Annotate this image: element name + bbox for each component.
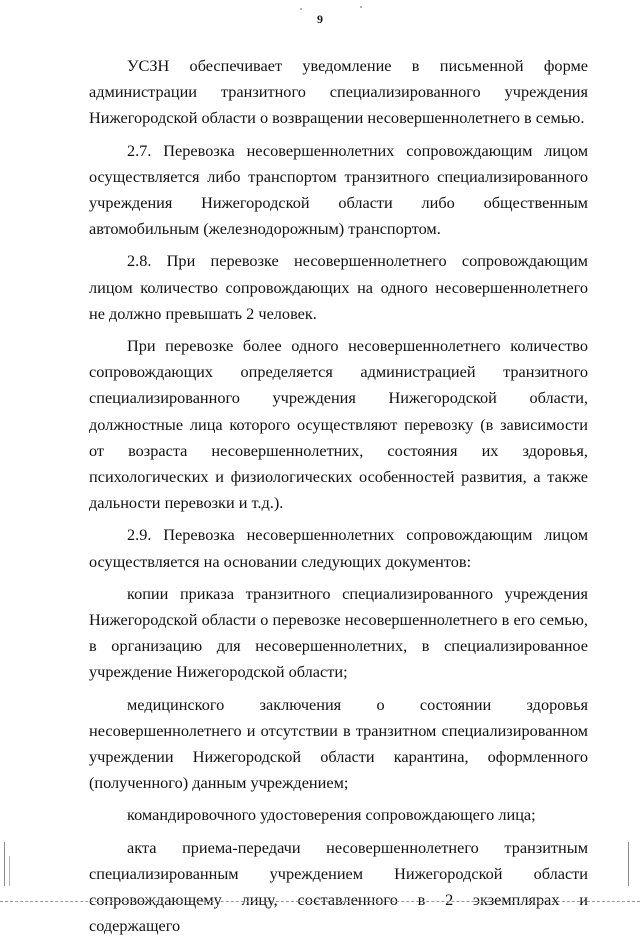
paragraph-2-8: 2.8. При перевозке несовершеннолетнего сопровождающим лицом количество сопровождающих на одного несовершеннолетнего не должно превышать 2 человек. (89, 251, 588, 323)
page-number: 9 (317, 12, 323, 26)
scan-artifact-dot (300, 8, 302, 10)
scan-artifact-right-line (628, 842, 629, 886)
scan-artifact-left-line-faint (9, 856, 10, 886)
scan-artifact-left-line (4, 842, 5, 886)
list-item-order-copy: копии приказа транзитного специализированного учреждения Нижегородской области о перевозке несовершеннолетнего в его семью, в организацию для несовершеннолетних, в специализированное учреждение Нижегородской области; (89, 583, 588, 682)
list-item-travel-certificate: командировочного удостоверения сопровождающего лица; (127, 805, 536, 825)
paragraph-escort-count: При перевозке более одного несовершеннолетнего количество сопровождающих определяется администрацией транзитного специализированного учреждения Нижегородской области, должностные лица которого осуществляют перевозку (в зависимости от возраста несовершеннолетних, состояния их здоровья, психологических и физиологических особенностей развития, а также дальности перевозки и т.д.). (89, 336, 588, 513)
paragraph-2-7: 2.7. Перевозка несовершеннолетних сопровождающим лицом осуществляется либо транспортом транзитного специализированного учреждения Нижегородской области либо общественным автомобильным (железнодорожным) транспортом. (89, 140, 588, 239)
document-body (89, 50, 588, 940)
paragraph-uszn-notification: УСЗН обеспечивает уведомление в письменной форме администрации транзитного специализированного учреждения Нижегородской области о возвращении несовершеннолетнего в семью. (89, 56, 588, 128)
paragraph-2-9: 2.9. Перевозка несовершеннолетних сопровождающим лицом осуществляется на основании следующих документов: (89, 525, 588, 571)
scan-artifact-bottom-edge (0, 901, 640, 902)
list-item-medical-report: медицинского заключения о состоянии здоровья несовершеннолетнего и отсутствии в транзитном специализированном учреждении Нижегородской области карантина, оформленного (полученного) данным учреждением; (89, 694, 588, 793)
scan-artifact-dot (360, 6, 362, 8)
list-item-transfer-act: акта приема-передачи несовершеннолетнего транзитным специализированным учреждением Нижегородской области сопровождающему лицу, составленного в 2 экземплярах и содержащего (89, 837, 588, 936)
